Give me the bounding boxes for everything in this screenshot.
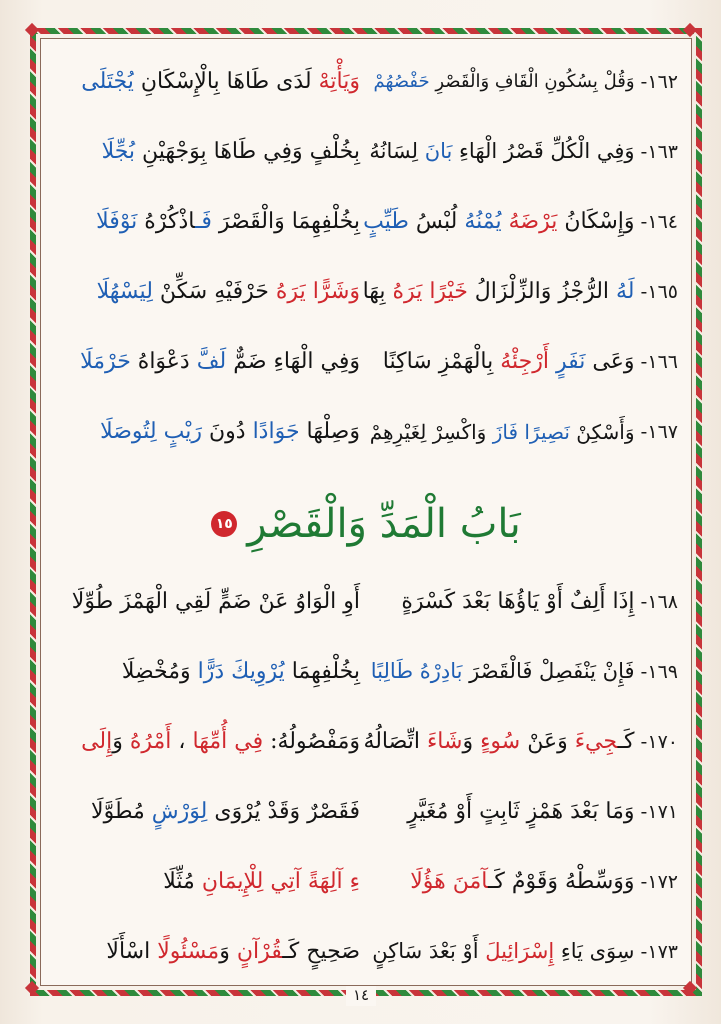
verse-row [54,792,678,832]
verse-number: ١٧١- [640,800,678,823]
verse-fragment: اسْأَلَا [106,938,158,964]
verse-fragment: وَاكْسِرْ لِغَيْرِهِمْ [369,420,493,444]
verse-fragment: حَرْفَيْهِ سَكِّنْ [152,278,276,304]
hemistich-left [100,419,360,445]
verse-number: ١٧٠- [640,730,678,753]
verse-fragment: وَشَرًّا يَرَهُ [275,278,360,304]
hemistich-left [81,729,360,755]
verse-fragment: وَمُخْضِلَا [121,658,198,684]
verse-fragment: إِذَا أَلِفٌ أَوْ يَاؤُهَا بَعْدَ كَسْرَةٍ [401,588,635,614]
verse-fragment [549,349,556,374]
verse-fragment: لُبْسُ [408,208,465,234]
verse-fragment: ءِ آلِهَةً آتِي لِلْإِيمَانِ [201,868,360,894]
verse-row [54,272,678,312]
verse-row [54,342,678,382]
hemistich-right [410,869,634,895]
hemistich-left [72,589,360,615]
verse-fragment: لِيَسْهُلَا [96,278,153,304]
verse-fragment: يَرْضَهُ [508,208,558,234]
verse-fragment: بُجِّلَا [101,138,136,164]
verse-fragment: نَفَرٍ [556,348,586,374]
verse-fragment: وَفِي الْكُلِّ قَصْرُ الْهَاءِ [452,139,635,164]
verse-second-half [54,799,360,825]
verse-second-half [54,69,360,95]
verse-fragment: وَيَأْتِهْ [318,68,360,94]
verse-second-half [54,729,360,755]
page-number: ١٤ [346,986,376,1006]
verse-second-half [54,659,360,685]
verse-first-half [360,209,678,235]
verse-fragment: يُرْوِيكَ دَرًّا [197,658,285,684]
verse-fragment: بِهَا [362,278,393,304]
verse-number: ١٦٦- [640,350,678,373]
hemistich-left [163,869,360,895]
verse-fragment: خَيْرًا يَرَهُ [392,278,468,304]
verse-fragment: وَمَا بَعْدَ هَمْزٍ ثَابِتٍ أَوْ مُغَيَّرٍ [407,798,635,824]
hemistich-left [102,139,360,165]
verse-fragment: رَيْبٍ لِتُوصَلَا [100,418,202,444]
verse-fragment: وَفِي الْهَاءِ ضَمٌّ [226,348,360,374]
verse-number: ١٦٧- [640,421,678,443]
verse-fragment: بَادِرْهُ طَالِبًا [370,659,463,684]
verse-fragment: وَأَسْكِنْ [569,420,635,444]
hemistich-right [407,799,634,825]
verse-first-half [360,729,678,755]
verse-fragment: وَ [112,728,130,754]
verse-fragment: لَفَّ [196,348,227,374]
verse-fragment [502,209,509,234]
verse-fragment: بِخُلْفٍ وَفِي طَاهَا بِوَجْهَيْنِ [135,138,360,164]
verse-fragment: اذْكُرْهُ [137,208,195,234]
verse-fragment: وَقُلْ بِسُكُونِ الْقَافِ وَالْقَصْرِ [429,71,635,93]
verse-fragment: طَيِّبٍ [363,208,409,234]
verse-fragment: نَوْفَلَا [96,208,138,234]
verse-fragment: مُطَوَّلَا [91,798,152,824]
section-header [54,494,678,554]
verse-row [54,412,678,452]
verse-fragment: وَ [219,938,237,964]
verse-fragment: وَ [462,728,481,754]
verse-second-half [54,209,360,235]
verse-fragment: حَرْمَلَا [80,348,131,374]
verse-fragment: لِوَرْشٍ [151,798,208,824]
verse-fragment: إِلَى [81,728,113,754]
hemistich-right [373,71,634,93]
verse-fragment: أَمْرُهُ [129,728,172,754]
verse-number: ١٦٨- [640,590,678,613]
verse-fragment: أَرْجِئْهُ [500,348,550,374]
verse-fragment: حَفْصُهُمْ [373,71,430,93]
verse-fragment: قُرْآنٍ [236,938,283,964]
verse-fragment: بِالْهَمْزِ سَاكِنًا [382,348,501,374]
verse-second-half [54,349,360,375]
verse-fragment: وَمَفْصُولُهُ: [263,728,360,754]
verse-fragment: دَعْوَاهُ [130,348,197,374]
verse-fragment: الرُّجْزُ وَالزِّلْزَالُ [467,278,617,304]
verse-first-half [360,71,678,93]
verse-row [54,202,678,242]
section-title: بَابُ الْمَدِّ وَالْقَصْرِ [247,501,521,547]
verse-first-half [360,939,678,964]
verse-fragment: دُونَ [201,418,253,444]
verse-fragment: إِسْرَائِيلَ [485,939,555,964]
hemistich-left [122,659,360,685]
hemistich-left [106,939,360,965]
verse-second-half [54,419,360,445]
hemistich-right [363,729,634,755]
hemistich-right [363,209,634,235]
verse-second-half [54,279,360,305]
verse-fragment: جَوَادًا [252,418,300,444]
hemistich-right [363,279,635,305]
verse-first-half [360,139,678,164]
verse-fragment: آمَنَ هَؤُلَا [410,868,488,894]
verse-row [54,132,678,172]
verse-fragment: لَدَى طَاهَا بِالْإِسْكَانِ [133,68,319,94]
verse-number: ١٦٤- [640,210,678,233]
verse-first-half [360,589,678,615]
verse-second-half [54,589,360,615]
verse-fragment: فَإِنْ يَنْفَصِلْ فَالْقَصْرَ [462,659,635,684]
verse-row [54,932,678,972]
verse-fragment: يُمْنُهُ [464,208,502,234]
verse-number: ١٦٣- [640,141,678,163]
hemistich-right [383,349,635,375]
verse-number: ١٦٢- [640,71,678,93]
verse-second-half [54,939,360,965]
hemistich-right [372,939,634,964]
verse-number: ١٧٢- [640,870,678,893]
verse-number: ١٦٩- [640,661,678,683]
verse-fragment: اتِّصَالُهُ [363,728,427,754]
verse-fragment: وَإِسْكَانُ [557,208,635,234]
verse-fragment: مَسْئُولًا [157,938,220,964]
verse-fragment: أَوْ بَعْدَ سَاكِنٍ [372,939,486,964]
hemistich-right [371,659,635,684]
verse-second-half [54,139,360,165]
hemistich-right [401,589,634,615]
verse-fragment: وَصِلْهَا [299,418,360,444]
verse-fragment: كَـ [617,728,635,754]
verse-fragment: مُثِّلَا [163,868,202,894]
verse-fragment: وَوَسِّطْهُ وَقَوْمٌ كَـ [487,868,635,894]
verse-fragment: فِي أُمِّهَا [192,728,264,754]
verse-fragment: سُوءٍ [480,728,521,754]
verse-first-half [360,869,678,895]
verse-fragment: نَصِيرًا فَازَ [492,420,570,444]
hemistich-left [81,69,360,95]
verse-first-half [360,279,678,305]
hemistich-left [96,209,360,235]
verse-fragment: شَاءَ [426,728,463,754]
verse-number: ١٦٥- [640,280,678,303]
verse-second-half [54,869,360,895]
hemistich-left [80,349,360,375]
verse-fragment: لَهُ [616,278,635,304]
verse-fragment: سِوَى يَاءِ [554,939,635,964]
verse-fragment: فَـ [194,208,212,234]
verse-first-half [360,349,678,375]
verse-fragment: صَحِيحٍ كَـ [282,938,360,964]
verse-first-half [360,420,678,444]
verse-row [54,652,678,692]
verse-fragment: بَانَ [424,139,453,164]
verse-fragment: ، [171,728,193,754]
verse-row [54,722,678,762]
hemistich-right [369,139,634,164]
verse-fragment: وَعَى [585,348,635,374]
verse-first-half [360,659,678,684]
verses-content [54,52,678,972]
verse-fragment: جِيءَ [574,728,618,754]
verse-fragment: لِسَانُهُ [369,139,425,164]
verse-fragment: بِخُلْفِهِمَا [284,658,360,684]
verse-fragment: يُجْتَلَى [81,68,134,94]
verse-fragment: فَقَصْرٌ وَقَدْ يُرْوَى [207,798,360,824]
hemistich-left [97,279,360,305]
hemistich-left [91,799,360,825]
verse-row [54,62,678,102]
verse-row [54,582,678,622]
verse-number: ١٧٣- [640,941,678,963]
verse-row [54,862,678,902]
hemistich-right [370,420,635,444]
verse-fragment: بِخُلْفِهِمَا وَالْقَصْرَ [211,208,360,234]
verse-fragment: وَعَنْ [520,728,575,754]
section-number-badge: ١٥ [211,511,237,537]
verse-fragment: أَوِ الْوَاوُ عَنْ ضَمٍّ لَقِي الْهَمْزَ طُوِّلَا [71,588,360,614]
verse-first-half [360,799,678,825]
